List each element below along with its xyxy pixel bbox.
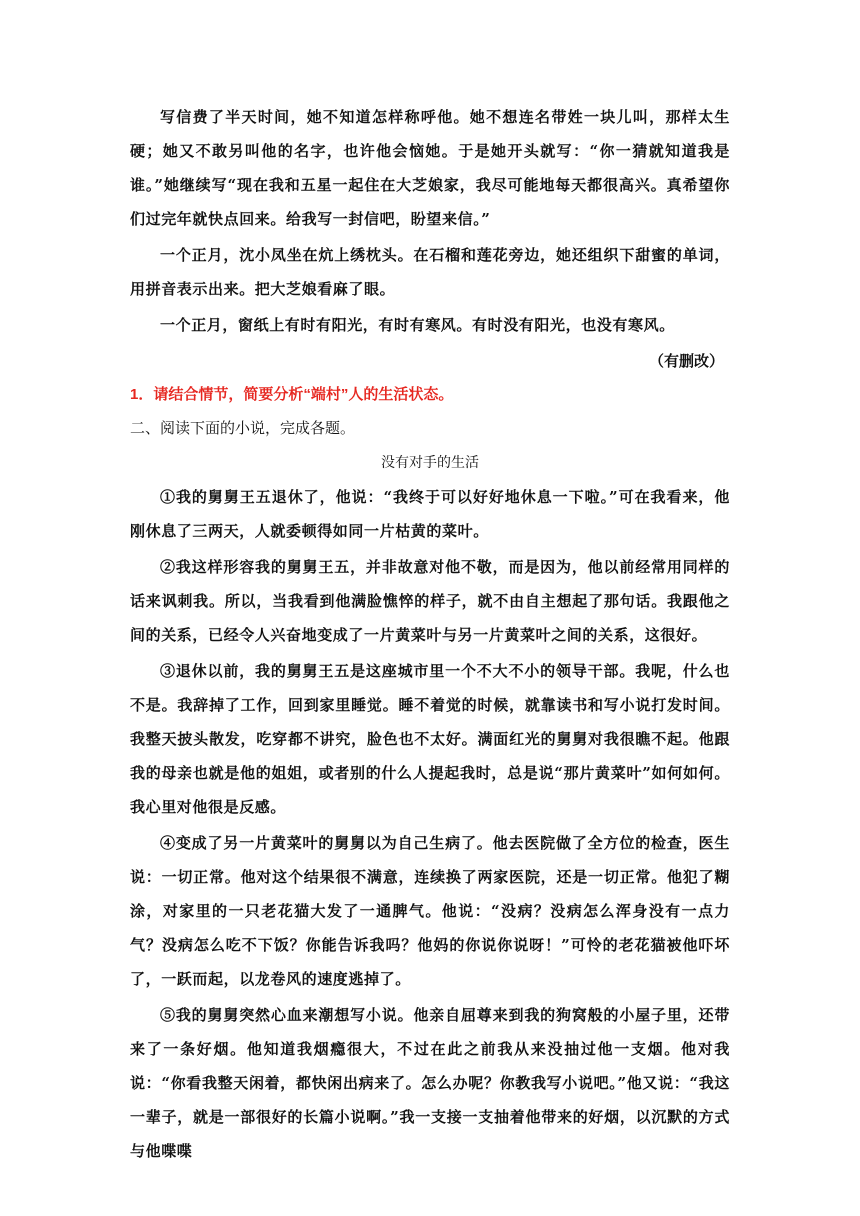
story-paragraph: ①我的舅舅王五退休了，他说：“我终于可以好好地休息一下啦。”可在我看来，他刚休息了三两天，人就委顿得如同一片枯黄的菜叶。 xyxy=(130,488,730,540)
story-paragraph: ②我这样形容我的舅舅王五，并非故意对他不敬，而是因为，他以前经常用同样的话来讽刺我。所以，当我看到他满脸憔悴的样子，就不由自主想起了那句话。我跟他之间的关系，已经令人兴奋地变成了一片黄菜叶与另一片黄菜叶之间的关系，这很好。 xyxy=(130,558,730,644)
edit-note: （有删改） xyxy=(648,352,724,370)
document-page xyxy=(130,100,730,1170)
question-1: 1．请结合情节，简要分析“端村”人的生活状态。 xyxy=(130,386,454,403)
section-heading: 二、阅读下面的小说，完成各题。 xyxy=(130,420,356,437)
story-paragraph: ⑤我的舅舅突然心血来潮想写小说。他亲自屈尊来到我的狗窝般的小屋子里，还带来了一条好烟。他知道我烟瘾很大，不过在此之前我从来没抽过他一支烟。他对我说：“你看我整天闲着，都快闲出病来了。怎么办呢？你教我写小说吧。”他又说：“我这一辈子，就是一部很好的长篇小说啊。”我一支接一支抽着他带来的好烟，以沉默的方式与他喋喋 xyxy=(130,1006,730,1160)
story-paragraph: 一个正月，窗纸上有时有阳光，有时有寒风。有时没有阳光，也没有寒风。 xyxy=(160,316,675,334)
story-paragraph: ④变成了另一片黄菜叶的舅舅以为自己生病了。他去医院做了全方位的检查，医生说：一切正常。他对这个结果很不满意，连续换了两家医院，还是一切正常。他犯了糊涂，对家里的一只老花猫大发了一通脾气。他说：“没病？没病怎么浑身没有一点力气？没病怎么吃不下饭？你能告诉我吗？他妈的你说你说呀！”可怜的老花猫被他吓坏了，一跃而起，以龙卷风的速度逃掉了。 xyxy=(130,834,730,988)
story-title: 没有对手的生活 xyxy=(381,455,479,471)
story-paragraph: ③退休以前，我的舅舅王五是这座城市里一个不大不小的领导干部。我呢，什么也不是。我辞掉了工作，回到家里睡觉。睡不着觉的时候，就靠读书和写小说打发时间。我整天披头散发，吃穿都不讲究，脸色也不太好。满面红光的舅舅对我很瞧不起。他跟我的母亲也就是他的姐姐，或者别的什么人提起我时，总是说“那片黄菜叶”如何如何。我心里对他很是反感。 xyxy=(130,662,730,816)
story-paragraph: 写信费了半天时间，她不知道怎样称呼他。她不想连名带姓一块儿叫，那样太生硬；她又不敢另叫他的名字，也许他会恼她。于是她开头就写：“你一猜就知道我是谁。”她继续写“现在我和五星一起住在大芝娘家，我尽可能地每天都很高兴。真希望你们过完年就快点回来。给我写一封信吧，盼望来信。” xyxy=(130,108,730,228)
story-paragraph: 一个正月，沈小凤坐在炕上绣枕头。在石榴和莲花旁边，她还组织下甜蜜的单词，用拼音表示出来。把大芝娘看麻了眼。 xyxy=(130,246,730,298)
